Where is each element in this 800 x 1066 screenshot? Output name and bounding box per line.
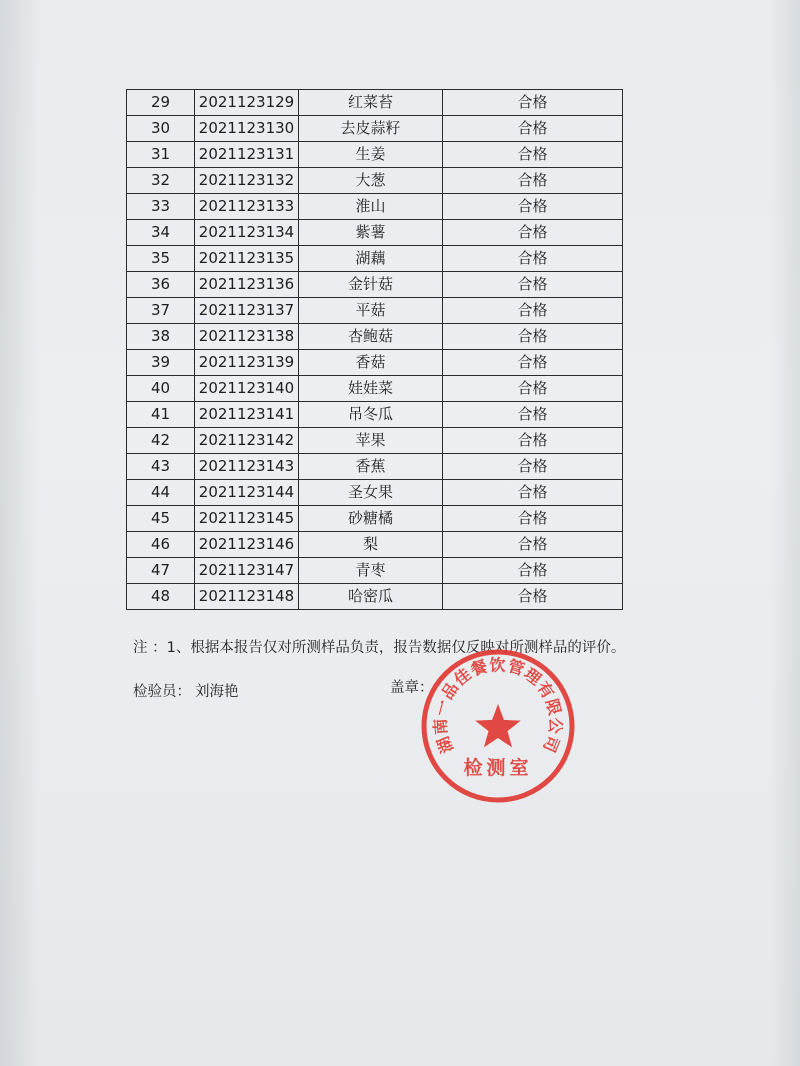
page-shadow-left bbox=[0, 0, 40, 1066]
inspector-label: 检验员： bbox=[133, 684, 191, 700]
row-number-cell: 48 bbox=[127, 584, 195, 610]
table-row bbox=[127, 246, 623, 272]
table-row bbox=[127, 272, 623, 298]
result-cell: 合格 bbox=[443, 220, 623, 246]
sample-name-cell: 圣女果 bbox=[299, 480, 443, 506]
row-number-cell: 31 bbox=[127, 142, 195, 168]
sample-name-cell: 砂糖橘 bbox=[299, 506, 443, 532]
sample-code-cell: 2021123134 bbox=[195, 220, 299, 246]
sample-name-cell: 湖藕 bbox=[299, 246, 443, 272]
sample-code-cell: 2021123130 bbox=[195, 116, 299, 142]
result-cell: 合格 bbox=[443, 558, 623, 584]
result-cell: 合格 bbox=[443, 454, 623, 480]
result-cell: 合格 bbox=[443, 168, 623, 194]
seal-label: 盖章： bbox=[390, 680, 434, 696]
sample-code-cell: 2021123135 bbox=[195, 246, 299, 272]
sample-code-cell: 2021123139 bbox=[195, 350, 299, 376]
table-row bbox=[127, 142, 623, 168]
result-cell: 合格 bbox=[443, 246, 623, 272]
row-number-cell: 30 bbox=[127, 116, 195, 142]
inspector-name: 刘海艳 bbox=[195, 684, 239, 700]
company-seal bbox=[418, 646, 578, 806]
table-row bbox=[127, 454, 623, 480]
row-number-cell: 45 bbox=[127, 506, 195, 532]
seal-star-icon bbox=[475, 704, 521, 747]
table-row bbox=[127, 168, 623, 194]
table-row bbox=[127, 90, 623, 116]
sample-code-cell: 2021123137 bbox=[195, 298, 299, 324]
result-cell: 合格 bbox=[443, 324, 623, 350]
sample-code-cell: 2021123138 bbox=[195, 324, 299, 350]
row-number-cell: 42 bbox=[127, 428, 195, 454]
sample-code-cell: 2021123147 bbox=[195, 558, 299, 584]
result-cell: 合格 bbox=[443, 532, 623, 558]
sample-name-cell: 梨 bbox=[299, 532, 443, 558]
sample-code-cell: 2021123136 bbox=[195, 272, 299, 298]
table-row bbox=[127, 376, 623, 402]
sample-code-cell: 2021123129 bbox=[195, 90, 299, 116]
sample-name-cell: 香蕉 bbox=[299, 454, 443, 480]
row-number-cell: 35 bbox=[127, 246, 195, 272]
table-row bbox=[127, 428, 623, 454]
result-cell: 合格 bbox=[443, 350, 623, 376]
table-row bbox=[127, 350, 623, 376]
sample-name-cell: 大葱 bbox=[299, 168, 443, 194]
table-row bbox=[127, 506, 623, 532]
results-table-body bbox=[127, 90, 623, 610]
table-row bbox=[127, 116, 623, 142]
sample-code-cell: 2021123132 bbox=[195, 168, 299, 194]
result-cell: 合格 bbox=[443, 298, 623, 324]
sample-name-cell: 杏鲍菇 bbox=[299, 324, 443, 350]
result-cell: 合格 bbox=[443, 480, 623, 506]
sample-code-cell: 2021123141 bbox=[195, 402, 299, 428]
sample-name-cell: 苹果 bbox=[299, 428, 443, 454]
sample-code-cell: 2021123133 bbox=[195, 194, 299, 220]
sample-code-cell: 2021123144 bbox=[195, 480, 299, 506]
table-row bbox=[127, 402, 623, 428]
table-row bbox=[127, 298, 623, 324]
sample-name-cell: 平菇 bbox=[299, 298, 443, 324]
report-note: 注 ：1、根据本报告仅对所测样品负责，报告数据仅反映对所测样品的评价。 bbox=[133, 640, 626, 656]
sample-name-cell: 生姜 bbox=[299, 142, 443, 168]
table-row bbox=[127, 194, 623, 220]
page-shadow-right bbox=[770, 0, 800, 1066]
inspector-line bbox=[133, 680, 239, 701]
row-number-cell: 32 bbox=[127, 168, 195, 194]
sample-code-cell: 2021123142 bbox=[195, 428, 299, 454]
sample-name-cell: 金针菇 bbox=[299, 272, 443, 298]
sample-name-cell: 吊冬瓜 bbox=[299, 402, 443, 428]
row-number-cell: 46 bbox=[127, 532, 195, 558]
result-cell: 合格 bbox=[443, 272, 623, 298]
row-number-cell: 37 bbox=[127, 298, 195, 324]
sample-code-cell: 2021123143 bbox=[195, 454, 299, 480]
row-number-cell: 41 bbox=[127, 402, 195, 428]
sample-name-cell: 娃娃菜 bbox=[299, 376, 443, 402]
table-row bbox=[127, 558, 623, 584]
row-number-cell: 34 bbox=[127, 220, 195, 246]
row-number-cell: 40 bbox=[127, 376, 195, 402]
sample-code-cell: 2021123148 bbox=[195, 584, 299, 610]
seal-center-text: 检测室 bbox=[463, 757, 533, 779]
sample-code-cell: 2021123145 bbox=[195, 506, 299, 532]
sample-name-cell: 去皮蒜籽 bbox=[299, 116, 443, 142]
seal-outer-text: 湖南一品佳餐饮管理有限公司 bbox=[430, 655, 566, 756]
row-number-cell: 38 bbox=[127, 324, 195, 350]
row-number-cell: 33 bbox=[127, 194, 195, 220]
sample-code-cell: 2021123140 bbox=[195, 376, 299, 402]
sample-name-cell: 红菜苔 bbox=[299, 90, 443, 116]
table-row bbox=[127, 584, 623, 610]
result-cell: 合格 bbox=[443, 116, 623, 142]
result-cell: 合格 bbox=[443, 402, 623, 428]
result-cell: 合格 bbox=[443, 428, 623, 454]
sample-code-cell: 2021123131 bbox=[195, 142, 299, 168]
row-number-cell: 47 bbox=[127, 558, 195, 584]
row-number-cell: 36 bbox=[127, 272, 195, 298]
result-cell: 合格 bbox=[443, 194, 623, 220]
sample-code-cell: 2021123146 bbox=[195, 532, 299, 558]
table-row bbox=[127, 324, 623, 350]
row-number-cell: 29 bbox=[127, 90, 195, 116]
result-cell: 合格 bbox=[443, 376, 623, 402]
results-table bbox=[126, 89, 623, 610]
table-row bbox=[127, 532, 623, 558]
sample-name-cell: 紫薯 bbox=[299, 220, 443, 246]
sample-name-cell: 青枣 bbox=[299, 558, 443, 584]
result-cell: 合格 bbox=[443, 90, 623, 116]
row-number-cell: 43 bbox=[127, 454, 195, 480]
table-row bbox=[127, 220, 623, 246]
result-cell: 合格 bbox=[443, 142, 623, 168]
row-number-cell: 44 bbox=[127, 480, 195, 506]
row-number-cell: 39 bbox=[127, 350, 195, 376]
sample-name-cell: 香菇 bbox=[299, 350, 443, 376]
table-row bbox=[127, 480, 623, 506]
sample-name-cell: 哈密瓜 bbox=[299, 584, 443, 610]
result-cell: 合格 bbox=[443, 584, 623, 610]
sample-name-cell: 淮山 bbox=[299, 194, 443, 220]
result-cell: 合格 bbox=[443, 506, 623, 532]
